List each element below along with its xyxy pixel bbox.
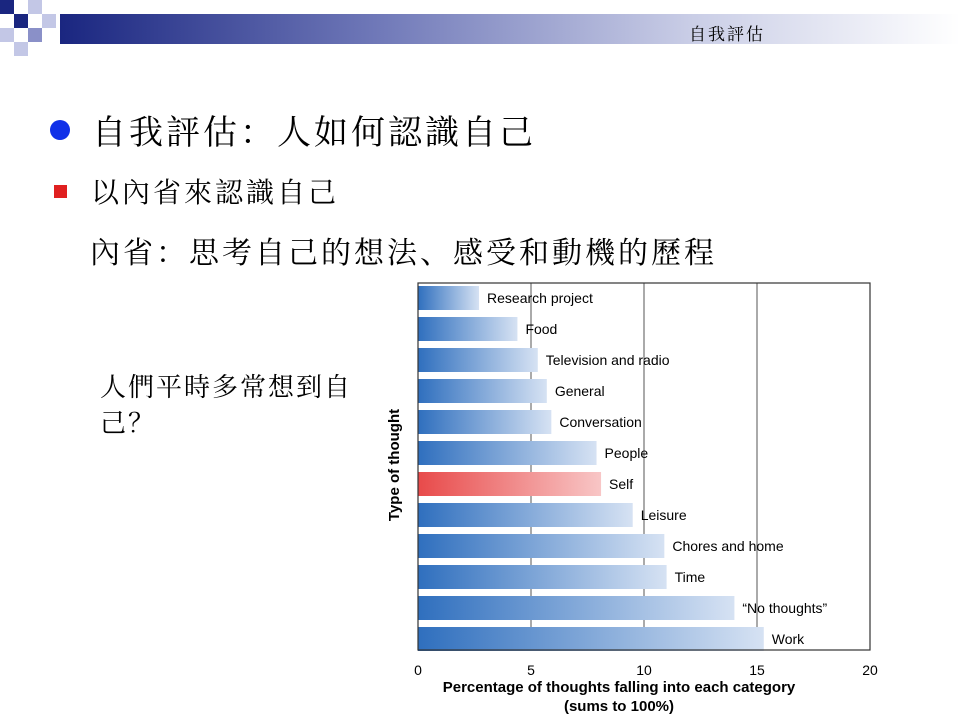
bar-label: People: [604, 445, 649, 461]
x-tick-label: 0: [414, 662, 422, 678]
bar: [418, 472, 601, 496]
x-tick-labels: [414, 662, 878, 678]
bar: [418, 565, 667, 589]
bar-label: Conversation: [559, 414, 642, 430]
bar: [418, 379, 547, 403]
bar-label: Self: [609, 476, 634, 492]
bar-label: Television and radio: [545, 352, 670, 368]
description-line: 內省：思考自己的想法、感受和動機的歷程: [90, 236, 717, 271]
subheading-row: [50, 171, 339, 211]
bar-chart: [375, 275, 895, 717]
bar: [418, 441, 597, 465]
x-tick-label: 10: [636, 662, 652, 678]
bar: [418, 317, 517, 341]
bar: [418, 286, 479, 310]
bar: [418, 627, 764, 651]
bar-label: General: [554, 383, 605, 399]
question-text: 人們平時多常想到自己？: [100, 373, 353, 439]
bar: [418, 410, 551, 434]
square-bullet-icon: [54, 185, 67, 198]
sub-heading: 以內省來認識自己: [91, 176, 340, 209]
x-axis-label-note: (sums to 100%): [563, 698, 675, 715]
bar-label: Leisure: [640, 507, 687, 523]
circle-bullet-icon: [50, 120, 70, 140]
bar: [418, 503, 633, 527]
bars: [418, 286, 828, 651]
corner-decoration: [0, 0, 60, 60]
bar-label: Chores and home: [672, 538, 784, 554]
main-heading: 自我評估：人如何認識自己: [92, 113, 536, 153]
bar: [418, 596, 734, 620]
header-bar: [60, 14, 960, 44]
x-axis-label: Percentage of thoughts falling into each category: [442, 679, 796, 696]
bar-label: “No thoughts”: [742, 600, 828, 616]
x-tick-label: 15: [749, 662, 765, 678]
x-tick-label: 5: [527, 662, 535, 678]
header-title: 自我評估: [689, 25, 765, 45]
bar-label: Research project: [487, 290, 593, 306]
grid-lines: [531, 283, 757, 650]
bar: [418, 348, 538, 372]
bar: [418, 534, 664, 558]
bar-label: Food: [525, 321, 558, 337]
heading-row: [50, 105, 536, 154]
bar-label: Time: [674, 569, 706, 585]
x-tick-label: 20: [862, 662, 878, 678]
bar-label: Work: [771, 631, 805, 647]
y-axis-label: Type of thought: [386, 408, 403, 522]
